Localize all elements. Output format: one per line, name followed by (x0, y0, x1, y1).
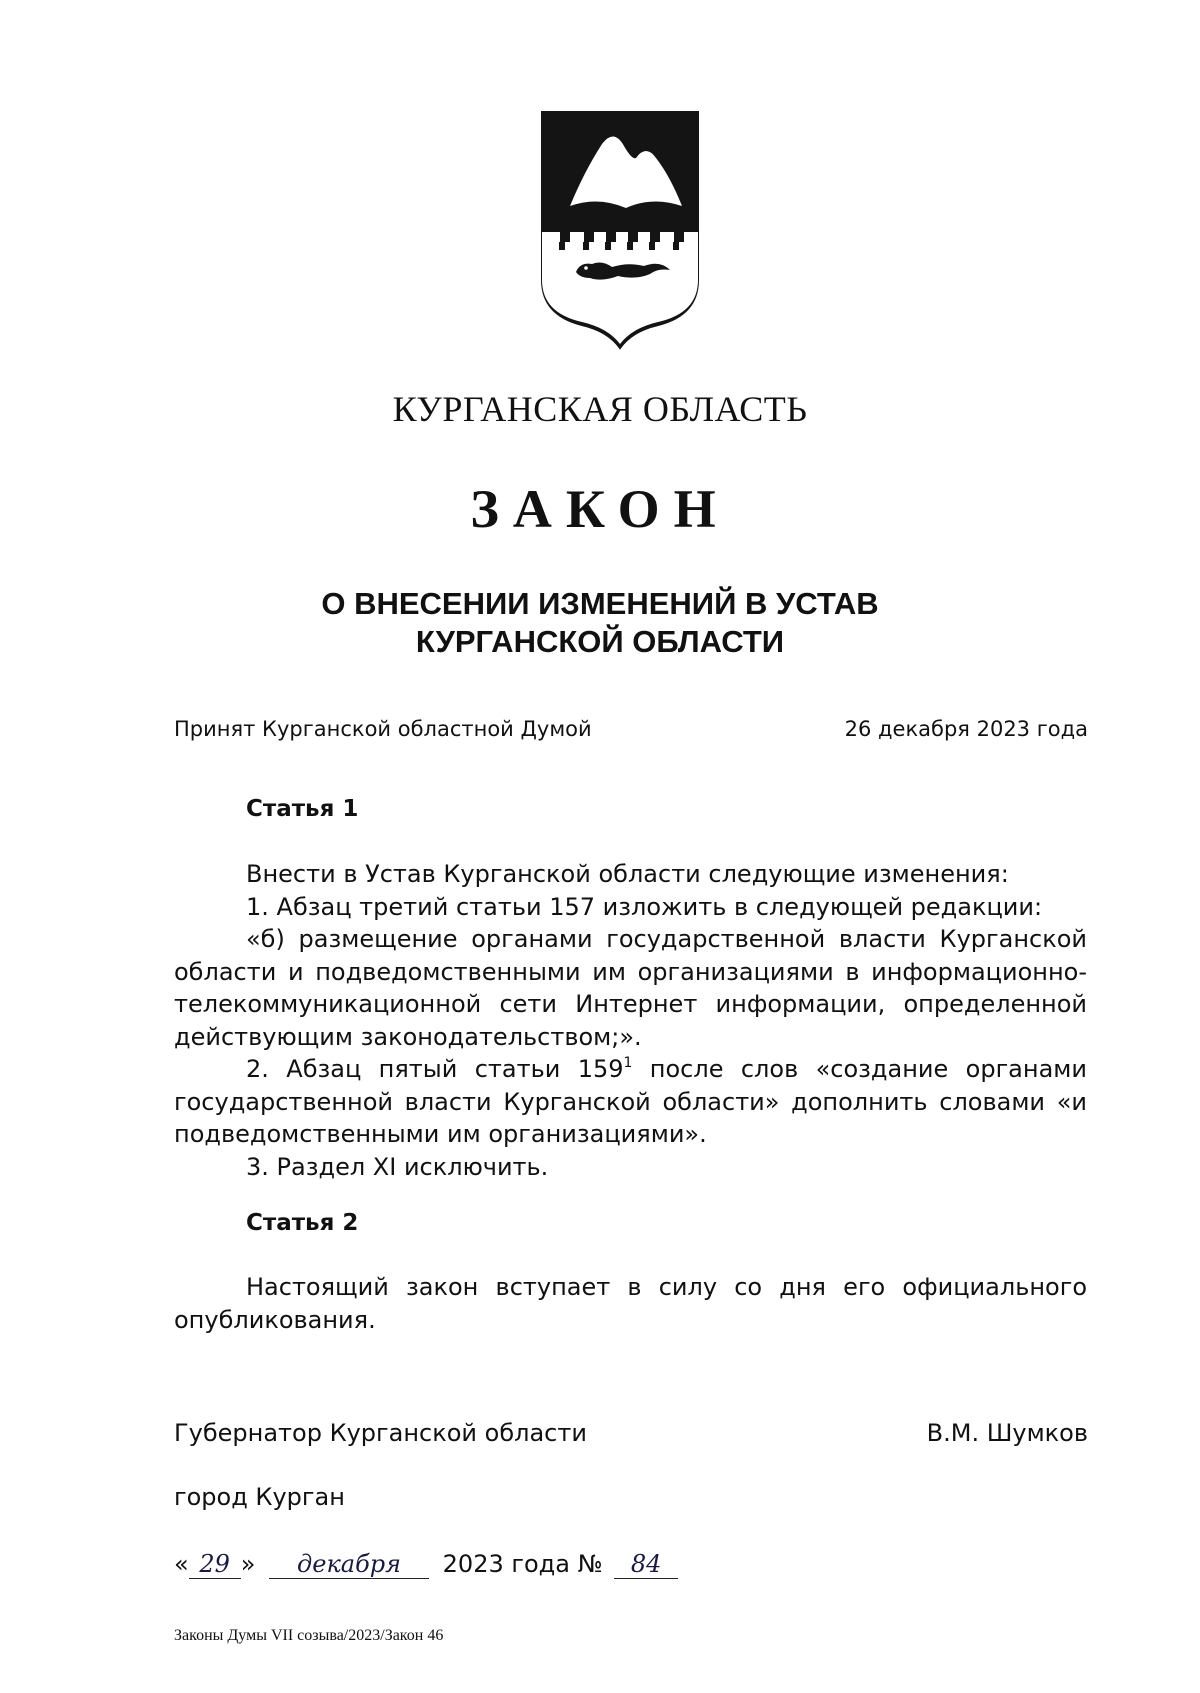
adopted-by: Принят Курганской областной Думой (174, 717, 592, 741)
article-1-item-3: 3. Раздел XI исключить. (246, 1152, 549, 1181)
article-1-intro: Внести в Устав Курганской области следующие изменения: (246, 860, 1009, 888)
signing-date-line (174, 1550, 678, 1579)
article-1-body (174, 858, 1087, 1183)
article-1-item-2 (174, 1053, 1087, 1151)
signing-city: город Курган (174, 1483, 345, 1511)
law-title-line-2: КУРГАНСКОЙ ОБЛАСТИ (415, 624, 785, 659)
article-1-item-1-quote: «б) размещение органами государственной власти Курганской области и подведомственными им организациями в информационно-телекоммуникационной сети Интернет информации, определенной действующим законодательством;». (174, 925, 1087, 1051)
signatory-position: Губернатор Курганской области (174, 1419, 587, 1447)
coat-of-arms-icon (540, 110, 700, 350)
signatory-name: В.М. Шумков (926, 1419, 1088, 1447)
article-2-body (174, 1271, 1087, 1336)
handwritten-day: 29 (189, 1550, 241, 1579)
article-1-item-2-superscript: 1 (623, 1055, 633, 1071)
article-2-text: Настоящий закон вступает в силу со дня его официального опубликования. (174, 1273, 1087, 1334)
handwritten-law-number: 84 (614, 1550, 678, 1579)
document-footer: Законы Думы VII созыва/2023/Закон 46 (174, 1627, 444, 1644)
law-title (0, 585, 1200, 661)
date-open-quote: « (174, 1550, 189, 1578)
article-1-heading: Статья 1 (246, 796, 359, 822)
article-1-item-2-start: 2. Абзац пятый статьи 159 (246, 1055, 624, 1083)
adoption-date: 26 декабря 2023 года (844, 717, 1088, 741)
law-title-line-1: О ВНЕСЕНИИ ИЗМЕНЕНИЙ В УСТАВ (321, 586, 879, 621)
document-type: ЗАКОН (470, 479, 730, 539)
date-close-quote: » (240, 1550, 256, 1578)
article-2-heading: Статья 2 (246, 1210, 359, 1236)
region-name: КУРГАНСКАЯ ОБЛАСТЬ (392, 389, 808, 429)
year-and-number-label: 2023 года № (442, 1550, 603, 1578)
article-1-item-2-end: после слов «создание органами государственной власти Курганской области» дополнить словами «и подведомственными им организациями». (174, 1055, 1087, 1148)
article-1-item-1: 1. Абзац третий статьи 157 изложить в следующей редакции: (246, 892, 1043, 921)
handwritten-month: декабря (269, 1550, 429, 1579)
